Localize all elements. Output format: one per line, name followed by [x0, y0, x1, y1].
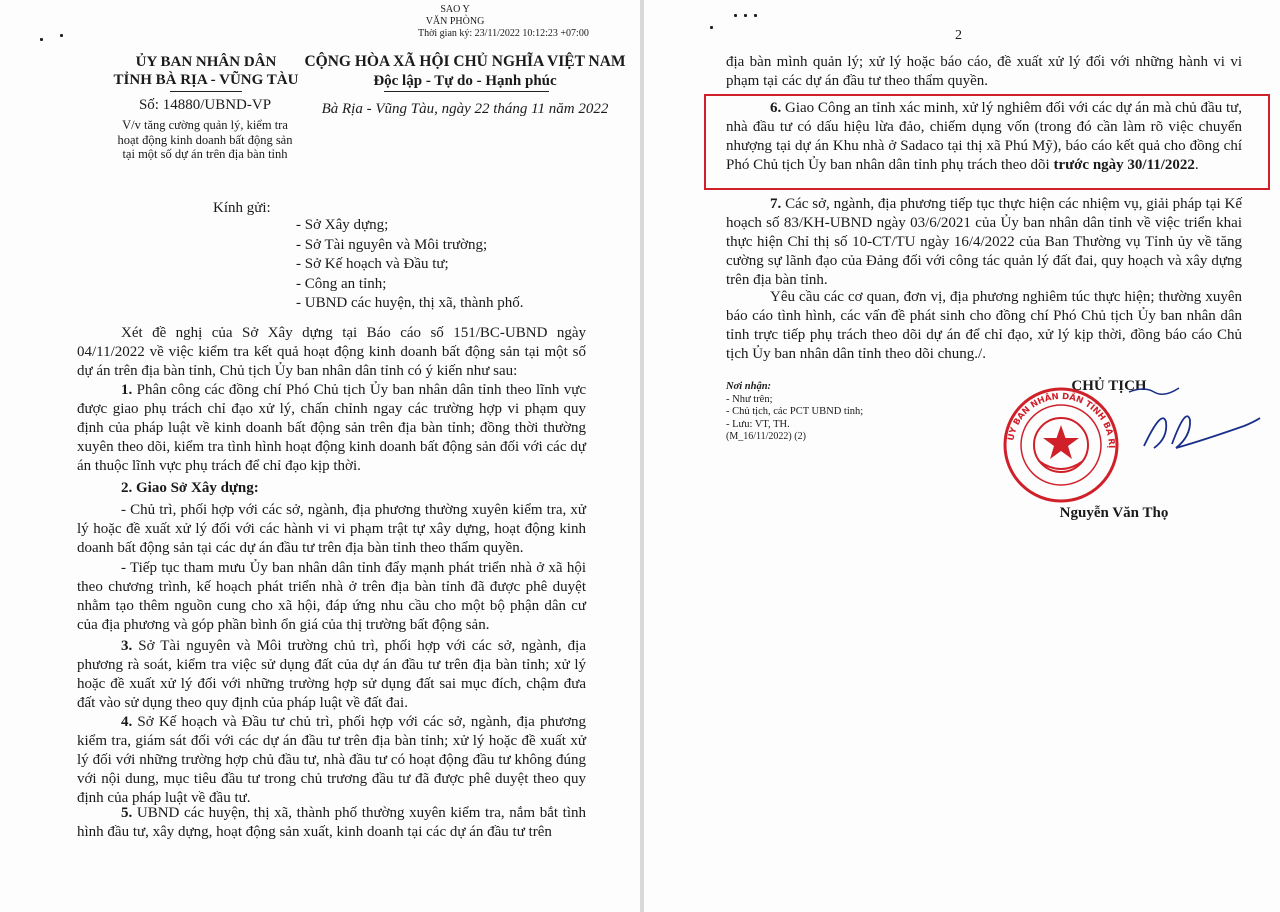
recipients-note [726, 381, 926, 443]
recipients-note-item: - Chủ tịch, các PCT UBND tỉnh; [726, 406, 864, 417]
item-2b: - Tiếp tục tham mưu Ủy ban nhân dân tỉnh đẩy mạnh phát triển nhà ở xã hội theo chương trình, kế hoạch phát triển nhà ở trên địa bàn tỉnh đã được phê duyệt nhằm tạo thêm nguồn cung cho xã hội, đáp ứng nhu cầu cho một bộ phận dân cư của địa phương và góp phần bình ổn giá của thị trường bất động sản. [77, 560, 586, 633]
item-6-end: . [1194, 157, 1199, 173]
item-7 [726, 195, 1242, 290]
document-page-2 [644, 0, 1280, 912]
item-6-deadline: trước ngày 30/11/2022 [1053, 157, 1195, 173]
recipients-note-item: - Lưu: VT, TH. [726, 418, 790, 430]
signature-stroke [1144, 416, 1260, 448]
scan-speck [744, 14, 747, 17]
continued-text: địa bàn mình quản lý; xử lý hoặc báo cáo, đề xuất xử lý đối với những hành vi vi phạm tại các dự án đầu tư theo thẩm quyền. [726, 54, 1242, 89]
seal-text [995, 376, 1116, 448]
signing-time: Thời gian ký: 23/11/2022 10:12:23 +07:00 [418, 28, 589, 39]
national-title: CỘNG HÒA XÃ HỘI CHỦ NGHĨA VIỆT NAM [304, 53, 626, 70]
authority-underline [170, 91, 242, 92]
recipient-item: - Sở Tài nguyên và Môi trường; [296, 236, 488, 253]
copy-stamp-line1: SAO Y [440, 4, 470, 15]
item-3 [77, 637, 586, 713]
subject-line: tại một số dự án trên địa bàn tỉnh [122, 147, 288, 161]
item-3-text: Sở Tài nguyên và Môi trường chủ trì, phối hợp với các sở, ngành, địa phương rà soát, kiểm tra việc sử dụng đất của dự án đầu tư trên địa bàn tỉnh; xử lý hoặc đề xuất xử lý đối với những trường hợp sử dụng đất sai mục đích, chậm đưa đất vào sử dụng theo quy định của pháp luật về đất đai. [77, 638, 587, 711]
item-6 [726, 99, 1242, 175]
item-6-text: Giao Công an tỉnh xác minh, xử lý nghiêm đối với các dự án mà chủ đầu tư, nhà đầu tư có dấu hiệu lừa đảo, chiếm dụng vốn (trong đó cần làm rõ việc chuyển nhượng tại dự án Khu nhà ở Sadaco tại thị xã Phú Mỹ), báo cáo kết quả cho đồng chí Phó Chủ tịch Ủy ban nhân dân tỉnh phụ trách theo dõi [726, 100, 1243, 173]
recipients-note-code: (M_16/11/2022) (2) [726, 431, 806, 442]
item-6-number: 6. [770, 100, 782, 116]
item-4-text: Sở Kế hoạch và Đầu tư chủ trì, phối hợp với các sở, ngành, địa phương kiểm tra, giám sát đối với các dự án đầu tư trên địa bàn tỉnh; xử lý hoặc đề xuất xử lý đối với những trường hợp chủ đầu tư, nhà đầu tư có hoạt động đầu tư không đúng với nội dung, mục tiêu đầu tư trong chủ trương đầu tư đã được phê duyệt theo quy định của pháp luật về đầu tư. [77, 714, 586, 806]
scan-speck [734, 14, 737, 17]
signer-title: CHỦ TỊCH [1071, 378, 1147, 394]
item-2a: - Chủ trì, phối hợp với các sở, ngành, địa phương thường xuyên kiểm tra, xử lý hoặc đề xuất xử lý đối với các hành vi vi phạm trật tự xây dựng, hoạt động kinh doanh bất động sản tại các dự án đầu tư trên địa bàn tỉnh theo thẩm quyền. [77, 502, 586, 556]
item-5 [77, 804, 586, 842]
item-1 [77, 381, 586, 476]
page-number: 2 [955, 28, 962, 43]
place-date: Bà Rịa - Vũng Tàu, ngày 22 tháng 11 năm 2022 [321, 101, 609, 117]
scan-speck [40, 38, 43, 41]
scan-speck [710, 26, 713, 29]
signer-name: Nguyễn Văn Thọ [1059, 505, 1169, 521]
recipient-item: - Công an tỉnh; [296, 275, 387, 292]
motto-underline [384, 91, 549, 92]
item-5-text: UBND các huyện, thị xã, thành phố thường xuyên kiểm tra, nắm bắt tình hình đầu tư, xây dựng, hoạt động sản xuất, kinh doanh tại các dự án đầu tư trên [77, 805, 587, 840]
item-1-text: Phân công các đồng chí Phó Chủ tịch Ủy ban nhân dân tỉnh theo lĩnh vực được giao phụ trách chỉ đạo xử lý, chấn chỉnh ngay các trường hợp vi phạm quy định của pháp luật về kinh doanh bất động sản trên địa bàn tỉnh; đồng thời thường xuyên theo dõi, kiểm tra tình hình hoạt động kinh doanh bất động sản đối với các dự án thuộc lĩnh vực phụ trách để chỉ đạo kịp thời. [77, 382, 587, 474]
recipient-item: - UBND các huyện, thị xã, thành phố. [296, 295, 524, 311]
recipients-label: Kính gửi: [213, 200, 271, 216]
intro-paragraph: Xét đề nghị của Sở Xây dựng tại Báo cáo số 151/BC-UBND ngày 04/11/2022 về việc kiểm tra kết quả hoạt động kinh doanh bất động sản tại một số dự án trên địa bàn tỉnh, Chủ tịch Ủy ban nhân dân tỉnh có ý kiến như sau: [77, 325, 586, 379]
scan-speck [754, 14, 757, 17]
signature-icon [1124, 378, 1264, 488]
item-7-number: 7. [770, 196, 782, 212]
issuing-authority [75, 53, 337, 89]
closing-paragraph: Yêu cầu các cơ quan, đơn vị, địa phương nghiêm túc thực hiện; thường xuyên báo cáo tình hình, các vấn đề phát sinh cho đồng chí Phó Chủ tịch Ủy ban nhân dân tỉnh trực tiếp phụ trách theo dõi dự án để chỉ đạo, xử lý kịp thời, đồng báo cáo Chủ tịch Ủy ban nhân dân tỉnh theo dõi chung./. [726, 289, 1242, 362]
recipients-note-title: Nơi nhận: [726, 381, 772, 392]
seal-star [1043, 425, 1079, 459]
copy-stamp [400, 4, 510, 28]
signature-mark [1129, 388, 1179, 394]
recipients-note-item: - Như trên; [726, 393, 773, 405]
item-3-number: 3. [121, 638, 133, 654]
subject-line: hoạt động kinh doanh bất động sản [117, 132, 293, 147]
recipient-item: - Sở Xây dựng; [296, 217, 389, 233]
item-4 [77, 713, 586, 808]
national-motto: Độc lập - Tự do - Hạnh phúc [373, 73, 557, 89]
document-number: Số: 14880/UBND-VP [138, 97, 272, 113]
item-4-number: 4. [121, 714, 133, 730]
authority-line2: TỈNH BÀ RỊA - VŨNG TÀU [113, 72, 299, 88]
item-2-number: 2. [121, 480, 133, 496]
item-2 [77, 479, 586, 498]
copy-stamp-line2: VĂN PHÒNG [425, 16, 485, 27]
item-1-number: 1. [121, 382, 133, 398]
subject-block [80, 118, 330, 162]
item-2-text: Giao Sở Xây dựng: [136, 480, 259, 496]
item-5-number: 5. [121, 805, 133, 821]
item-7-text: Các sở, ngành, địa phương tiếp tục thực hiện các nhiệm vụ, giải pháp tại Kế hoạch số 83/KH-UBND ngày 03/6/2021 của Ủy ban nhân dân tỉnh về việc triển khai thực hiện Chỉ thị số 10-CT/TU ngày 16/4/2022 của Ban Thường vụ Tỉnh ủy về tăng cường sự lãnh đạo của Đảng đối với công tác quản lý đất đai, quy hoạch và xây dựng trên địa bàn tỉnh. [726, 196, 1242, 288]
authority-line1: ỦY BAN NHÂN DÂN [135, 54, 277, 70]
recipients-list [296, 216, 626, 314]
seal-text-path: ỦY BAN NHÂN DÂN TỈNH BÀ RỊA - VŨNG TÀU [995, 378, 1117, 449]
subject-line: V/v tăng cường quản lý, kiểm tra [122, 118, 288, 132]
scan-speck [60, 34, 63, 37]
recipient-item: - Sở Kế hoạch và Đầu tư; [296, 256, 449, 272]
